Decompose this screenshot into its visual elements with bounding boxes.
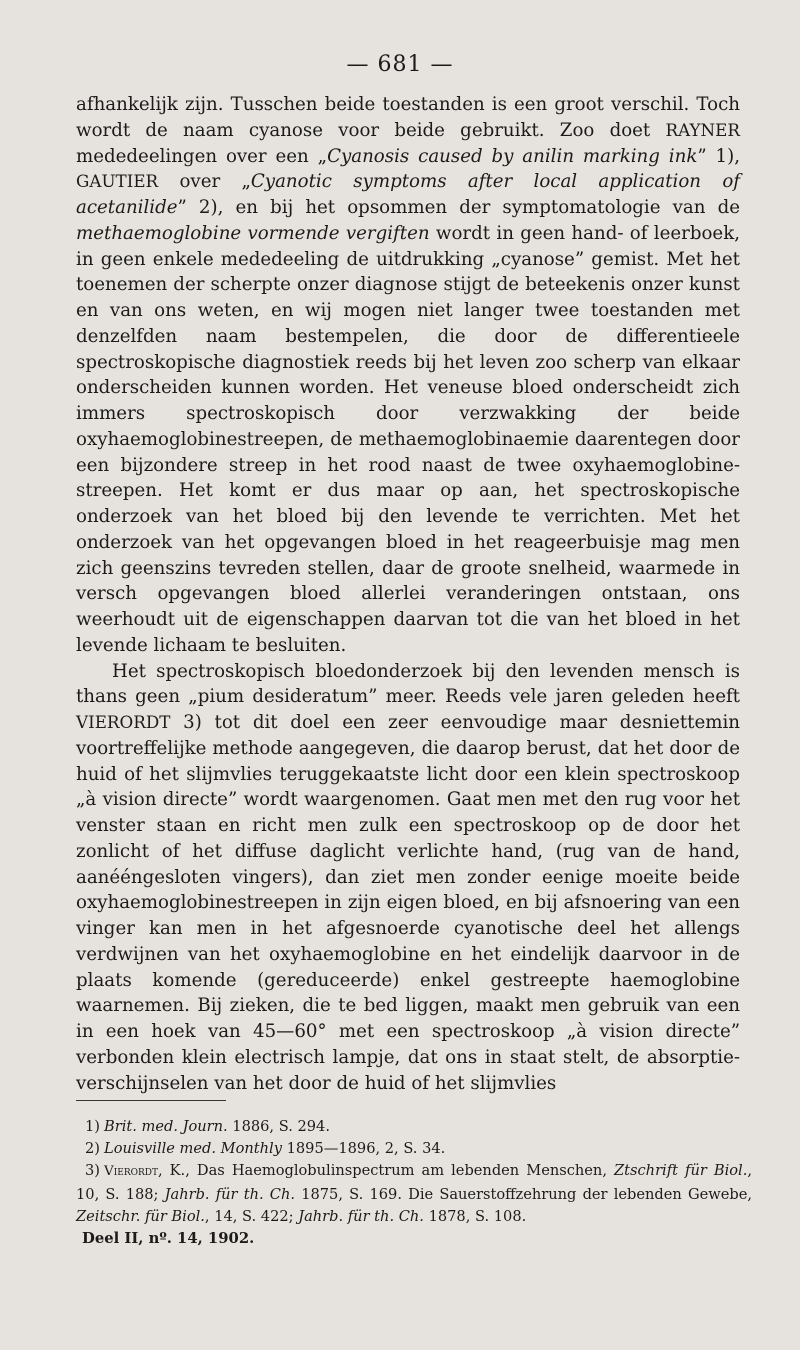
italic-run: Jahrb. für th. Ch. <box>164 1185 296 1203</box>
paragraph-2 <box>76 659 740 1097</box>
paragraph-1 <box>76 92 740 659</box>
text-run: Het spectroskopisch bloedonderzoek bij den levenden mensch is thans geen „pium desideratum” meer. Reeds vele jaren geleden heeft <box>76 660 740 708</box>
text-run: , 14, S. 422; <box>204 1207 299 1225</box>
italic-run: Louisville med. Monthly <box>104 1140 282 1158</box>
italic-run: Brit. med. Journ. <box>104 1118 228 1135</box>
text-run: wordt in geen hand- of leerboek, in geen enkele mededeeling de uitdrukking „cyanose” gemist. Met het toenemen der scherpte onzer diagnose stijgt de beteekenis onzer kunst en van ons weten, en wij mogen niet langer twee toestanden met denzelfden naam bestempelen, die door de differentieele spectroskopische diagnostiek reeds bij het leven zoo scherp van elkaar onderscheiden kunnen worden. Het veneuse bloed onderscheidt zich immers spectroskopisch door verzwakking der beide oxyhaemoglobinestreepen, de methaemoglobinaemie daarentegen door een bijzondere streep in het rood naast de twee oxyhaemoglobine-streepen. Het komt er dus maar op aan, het spectroskopische onderzoek van het bloed bij den levende te verrichten. Met het onderzoek van het opgevangen bloed in het reageerbuisje mag men zich geenszins tevreden stellen, daar de groote snelheid, waarmede in versch opgevangen bloed allerlei veranderingen ontstaan, ons weerhoudt uit de eigenschappen daarvan tot die van het bloed in het levende lichaam te besluiten. <box>76 222 740 656</box>
page-number: — 681 — <box>346 52 454 77</box>
text-run: 1875, S. 169. Die Sauerstoffzehrung der lebenden Gewebe, <box>295 1185 752 1203</box>
footnote-number: 3) <box>85 1162 100 1180</box>
italic-run: Cyanotic symptoms after local application of acetanilide <box>76 171 741 218</box>
italic-run: Cyanosis caused by anilin marking ink <box>327 145 698 167</box>
text-run: ” 2), en bij het opsommen der symptomatologie van de <box>177 197 740 218</box>
italic-run: methaemoglobine vormende vergiften <box>76 222 430 244</box>
author-name: VIERORDT <box>76 712 171 732</box>
italic-run: Ztschrift für Biol. <box>614 1162 748 1180</box>
text-run: afhankelijk zijn. Tusschen beide toestanden is een groot verschil. Toch wordt de naam cyanose voor beide gebruikt. Zoo doet <box>76 94 740 141</box>
author-name: RAYNER <box>665 119 740 140</box>
footnote-number: 1) <box>85 1118 100 1135</box>
footnote <box>76 1138 752 1160</box>
footnote-list <box>76 1116 752 1228</box>
text-run: ” 1), <box>697 145 740 167</box>
footnote <box>76 1116 752 1138</box>
footnote-rule <box>76 1100 226 1101</box>
footnote <box>76 1160 752 1228</box>
body-text <box>76 92 740 1096</box>
italic-run: Zeitschr. für Biol. <box>76 1207 205 1225</box>
text-run: , 10, S. 188; <box>76 1162 752 1203</box>
text-run: 1886, S. 294. <box>227 1118 330 1135</box>
text-run: 1895—1896, 2, S. 34. <box>281 1140 446 1158</box>
italic-run: Jahrb. für th. Ch. <box>298 1207 424 1225</box>
text-run: mededeelingen over een „ <box>76 145 328 167</box>
footnotes <box>76 1116 752 1250</box>
text-run: , K., Das Haemoglobulinspectrum am lebenden Menschen, <box>157 1162 615 1180</box>
author-name: Vierordt <box>104 1164 158 1180</box>
footnote-number: 2) <box>85 1140 100 1158</box>
text-run: over „ <box>158 171 251 193</box>
volume-line: Deel II, nº. 14, 1902. <box>82 1230 255 1248</box>
text-run: 3) tot dit doel een zeer eenvoudige maar desniettemin voortreffelijke methode aangegeven, die daarop berust, dat het door de huid of het slijmvlies teruggekaatste licht door een klein spectroskoop „à vision directe” wordt waargenomen. Gaat men met den rug voor het venster staan en richt men zulk een spectroskoop op de door het zonlicht of het diffuse daglicht verlichte hand, (rug van de hand, aanééngesloten vingers), dan ziet men zonder eenige moeite beide oxyhaemoglobinestreepen in zijn eigen bloed, en bij afsnoering van een vinger kan men in het afgesnoerde cyanotische deel het allengs verdwijnen van het oxyhaemoglobine en het eindelijk daarvoor in de plaats komende (gereduceerde) enkel gestreepte haemoglobine waarnemen. Bij zieken, die te bed liggen, maakt men gebruik van een in een hoek van 45—60° met een spectroskoop „à vision directe” verbonden klein electrisch lampje, dat ons in staat stelt, de absorptie-verschijnselen van het door de huid of het slijmvlies <box>76 712 740 1094</box>
author-name: GAUTIER <box>76 171 159 192</box>
text-run: 1878, S. 108. <box>423 1207 527 1225</box>
